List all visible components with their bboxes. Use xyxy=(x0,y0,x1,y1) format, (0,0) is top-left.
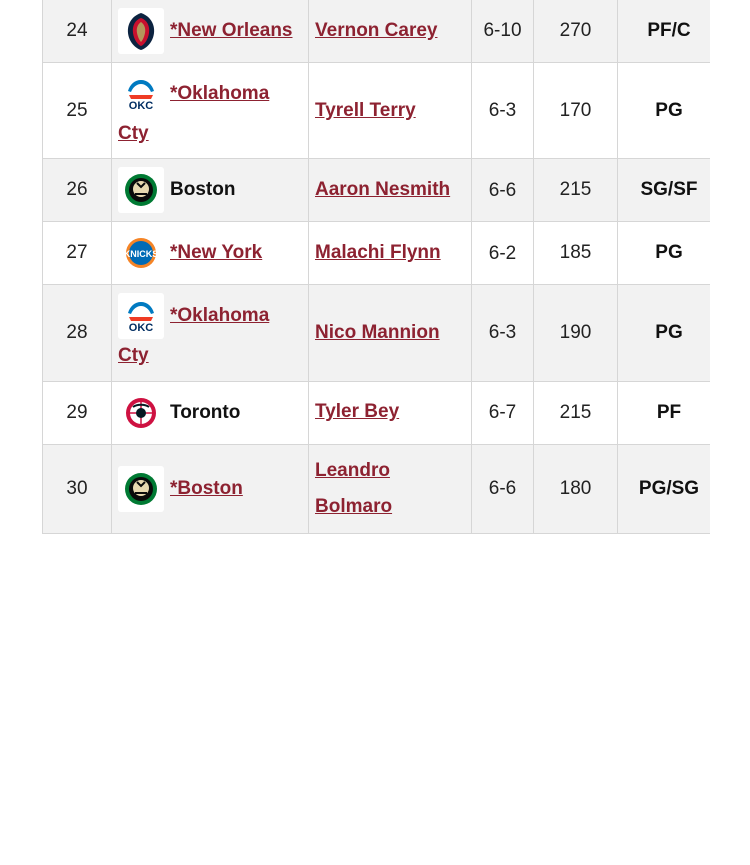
table-row xyxy=(43,222,721,285)
cell-team xyxy=(112,381,309,444)
cell-player xyxy=(309,222,472,285)
cell-weight: 215 xyxy=(534,381,618,444)
celtics-logo xyxy=(118,167,164,213)
svg-text:OKC: OKC xyxy=(128,322,154,335)
cell-weight: 215 xyxy=(534,159,618,222)
team-name: Boston xyxy=(170,179,236,201)
player-link[interactable]: Tyrell Terry xyxy=(315,99,416,121)
page-gutter-left xyxy=(0,0,42,865)
cell-height: 6-6 xyxy=(472,159,534,222)
cell-position: PF xyxy=(618,381,721,444)
cell-weight: 190 xyxy=(534,285,618,381)
cell-team xyxy=(112,285,309,381)
team-name: Toronto xyxy=(170,401,241,423)
page-gutter-right xyxy=(710,0,750,865)
cell-team xyxy=(112,159,309,222)
player-link[interactable]: Tyler Bey xyxy=(315,401,400,423)
cell-pick: 27 xyxy=(43,222,112,285)
player-link[interactable]: Vernon Carey xyxy=(315,19,438,41)
cell-pick: 30 xyxy=(43,444,112,533)
cell-position: PG xyxy=(618,63,721,159)
svg-text:OKC: OKC xyxy=(128,100,154,112)
cell-team xyxy=(112,444,309,533)
cell-player xyxy=(309,381,472,444)
cell-team xyxy=(112,222,309,285)
cell-weight: 270 xyxy=(534,0,618,63)
pelicans-logo xyxy=(118,8,164,54)
cell-height: 6-3 xyxy=(472,63,534,159)
raptors-logo xyxy=(118,390,164,436)
cell-height: 6-3 xyxy=(472,285,534,381)
thunder-logo xyxy=(118,71,164,117)
draft-table xyxy=(42,0,721,534)
cell-pick: 25 xyxy=(43,63,112,159)
cell-pick: 26 xyxy=(43,159,112,222)
cell-position: PG/SG xyxy=(618,444,721,533)
cell-player xyxy=(309,0,472,63)
cell-team xyxy=(112,0,309,63)
cell-team xyxy=(112,63,309,159)
cell-position: SG/SF xyxy=(618,159,721,222)
cell-pick: 24 xyxy=(43,0,112,63)
cell-height: 6-6 xyxy=(472,444,534,533)
cell-height: 6-10 xyxy=(472,0,534,63)
cell-pick: 29 xyxy=(43,381,112,444)
cell-height: 6-2 xyxy=(472,222,534,285)
thunder-logo xyxy=(118,293,164,339)
cell-weight: 185 xyxy=(534,222,618,285)
team-name[interactable]: *Oklahoma Cty xyxy=(118,83,270,144)
svg-text:KNICKS: KNICKS xyxy=(123,249,159,260)
celtics-logo xyxy=(118,466,164,512)
cell-pick: 28 xyxy=(43,285,112,381)
player-link[interactable]: Nico Mannion xyxy=(315,321,440,343)
team-name[interactable]: *Boston xyxy=(170,477,243,499)
table-row xyxy=(43,63,721,159)
cell-height: 6-7 xyxy=(472,381,534,444)
cell-position: PG xyxy=(618,222,721,285)
cell-position: PF/C xyxy=(618,0,721,63)
cell-player xyxy=(309,159,472,222)
knicks-logo xyxy=(118,230,164,276)
player-link[interactable]: Malachi Flynn xyxy=(315,242,441,264)
team-name[interactable]: *New York xyxy=(170,242,263,264)
cell-position: PG xyxy=(618,285,721,381)
cell-weight: 170 xyxy=(534,63,618,159)
team-name[interactable]: *Oklahoma Cty xyxy=(118,305,270,367)
team-name[interactable]: *New Orleans xyxy=(170,20,293,42)
table-row xyxy=(43,285,721,381)
cell-player xyxy=(309,63,472,159)
table-row xyxy=(43,444,721,533)
player-link[interactable]: Aaron Nesmith xyxy=(315,179,451,201)
table-row xyxy=(43,159,721,222)
player-link[interactable]: Leandro Bolmaro xyxy=(315,459,393,517)
table-row xyxy=(43,381,721,444)
table-row xyxy=(43,0,721,63)
cell-weight: 180 xyxy=(534,444,618,533)
cell-player xyxy=(309,444,472,533)
cell-player xyxy=(309,285,472,381)
